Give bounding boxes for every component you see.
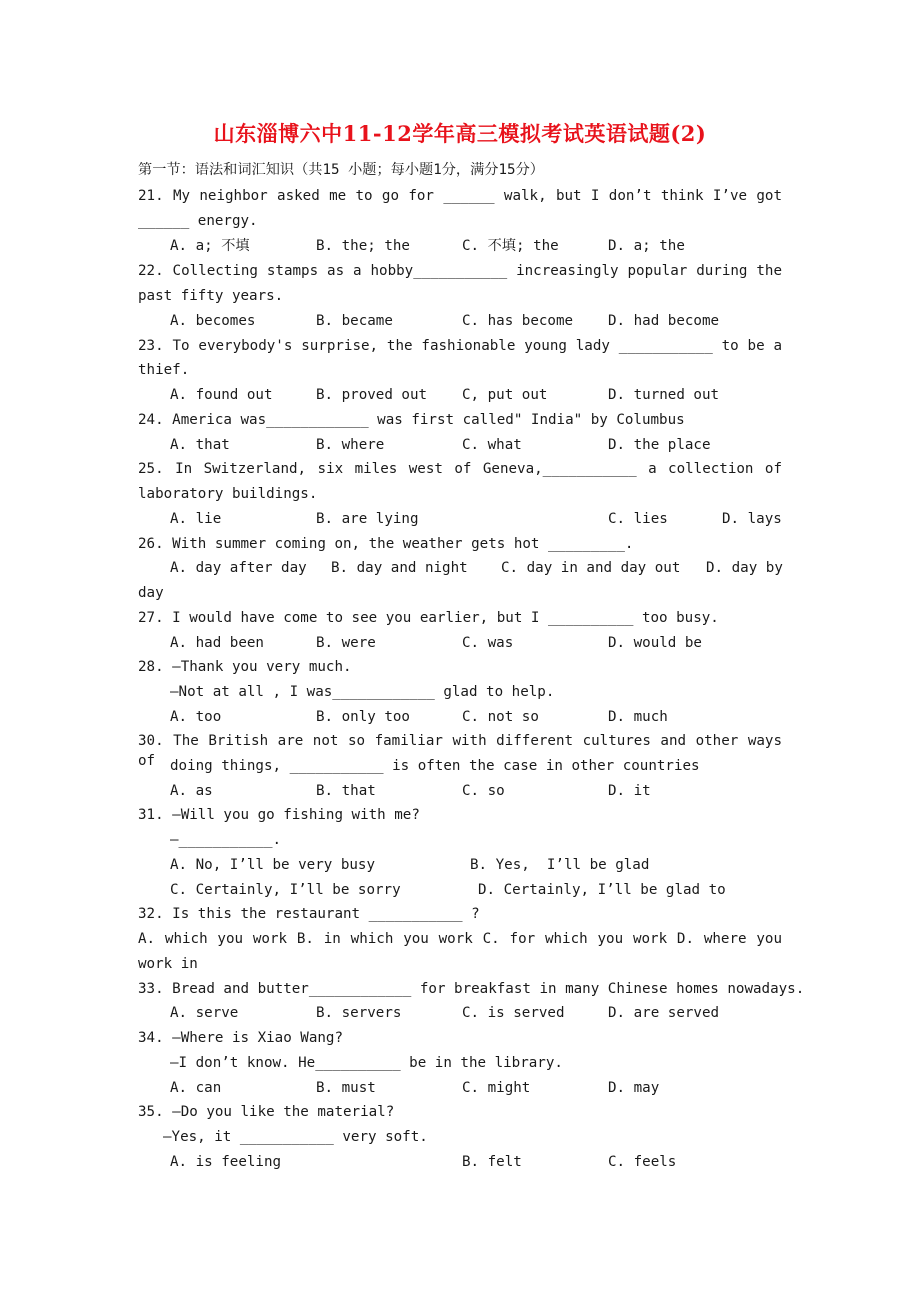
option-a: A. found out: [170, 387, 273, 403]
option-a: A. No, I’ll be very busy: [170, 857, 375, 873]
question-28-cont: —Not at all , I was____________ glad to help.: [170, 684, 555, 700]
question-22: 22. Collecting stamps as a hobby___________ increasingly popular during the: [138, 263, 782, 279]
option-d: D. the place: [608, 437, 711, 453]
question-32: 32. Is this the restaurant ___________ ?: [138, 906, 480, 922]
question-27: 27. I would have come to see you earlier, but I __________ too busy.: [138, 610, 719, 626]
option-a: A. that: [170, 437, 230, 453]
option-d: D. Certainly, I’ll be glad to: [478, 882, 726, 898]
question-34-cont: —I don’t know. He__________ be in the library.: [170, 1055, 563, 1071]
question-21-cont: ______ energy.: [138, 213, 258, 229]
option-d: D. may: [608, 1080, 660, 1096]
option-c: C. is served: [462, 1005, 565, 1021]
option-d: D. it: [608, 783, 651, 799]
option-c: C. 不填; the: [462, 238, 559, 254]
option-a: A. can: [170, 1080, 222, 1096]
option-b: B. were: [316, 635, 376, 651]
question-21: 21. My neighbor asked me to go for ______ walk, but I don’t think I’ve got: [138, 188, 782, 204]
option-d: D. day by: [706, 560, 783, 576]
option-b: B. felt: [462, 1154, 522, 1170]
option-b: B. day and night: [331, 560, 468, 576]
option-a: A. as: [170, 783, 213, 799]
option-c: C. Certainly, I’ll be sorry: [170, 882, 401, 898]
option-c: C. lies: [608, 511, 668, 527]
option-c: C, put out: [462, 387, 548, 403]
question-35: 35. —Do you like the material?: [138, 1104, 395, 1120]
option-d: D. had become: [608, 313, 720, 329]
option-c: C. what: [462, 437, 522, 453]
option-d: D. are served: [608, 1005, 720, 1021]
option-d: D. would be: [608, 635, 702, 651]
question-22-cont: past fifty years.: [138, 288, 284, 304]
option-b: B. became: [316, 313, 393, 329]
question-34: 34. —Where is Xiao Wang?: [138, 1030, 343, 1046]
option-c: C. so: [462, 783, 505, 799]
question-30-cont: doing things, ___________ is often the case in other countries: [170, 758, 700, 774]
question-35-cont: —Yes, it ___________ very soft.: [163, 1129, 428, 1145]
option-d: D. lays: [722, 511, 782, 527]
option-b: B. where: [316, 437, 385, 453]
option-a: A. had been: [170, 635, 264, 651]
option-b: B. servers: [316, 1005, 402, 1021]
question-31: 31. —Will you go fishing with me?: [138, 807, 420, 823]
option-b: B. only too: [316, 709, 410, 725]
option-c: C. not so: [462, 709, 539, 725]
question-23: 23. To everybody's surprise, the fashionable young lady ___________ to be a: [138, 338, 782, 354]
question-32-cont: work in: [138, 956, 198, 972]
question-25-cont: laboratory buildings.: [138, 486, 318, 502]
question-24: 24. America was____________ was first called" India" by Columbus: [138, 412, 685, 428]
question-25: 25. In Switzerland, six miles west of Geneva,___________ a collection of: [138, 461, 782, 477]
question-33: 33. Bread and butter____________ for breakfast in many Chinese homes nowadays.: [138, 981, 805, 997]
question-26: 26. With summer coming on, the weather gets hot _________.: [138, 536, 634, 552]
option-b: B. that: [316, 783, 376, 799]
option-a: A. day after day: [170, 560, 307, 576]
question-32-options: A. which you work B. in which you work C. for which you work D. where you: [138, 931, 782, 947]
option-d: D. a; the: [608, 238, 685, 254]
option-a: A. too: [170, 709, 222, 725]
option-b: B. the; the: [316, 238, 410, 254]
question-23-cont: thief.: [138, 362, 190, 378]
option-a: A. is feeling: [170, 1154, 282, 1170]
option-c: C. might: [462, 1080, 531, 1096]
option-c: C. has become: [462, 313, 574, 329]
option-d: D. much: [608, 709, 668, 725]
option-c: C. feels: [608, 1154, 677, 1170]
option-b: B. proved out: [316, 387, 428, 403]
page-title: 山东淄博六中11-12学年高三模拟考试英语试题(2): [213, 121, 707, 146]
option-a: A. becomes: [170, 313, 256, 329]
option-a: A. lie: [170, 511, 222, 527]
option-a: A. serve: [170, 1005, 239, 1021]
section-heading: 第一节：语法和词汇知识（共15 小题；每小题1分，满分15分）: [138, 162, 544, 178]
option-b: B. Yes, I’ll be glad: [470, 857, 650, 873]
option-b: B. are lying: [316, 511, 419, 527]
question-30: 30. The British are not so familiar with different cultures and other ways of: [138, 733, 782, 769]
question-26-cont: day: [138, 585, 164, 601]
option-d: D. turned out: [608, 387, 720, 403]
option-a: A. a; 不填: [170, 238, 250, 254]
option-c: C. was: [462, 635, 514, 651]
question-31-cont: —___________.: [170, 832, 282, 848]
option-c: C. day in and day out: [501, 560, 681, 576]
option-b: B. must: [316, 1080, 376, 1096]
question-28: 28. —Thank you very much.: [138, 659, 352, 675]
